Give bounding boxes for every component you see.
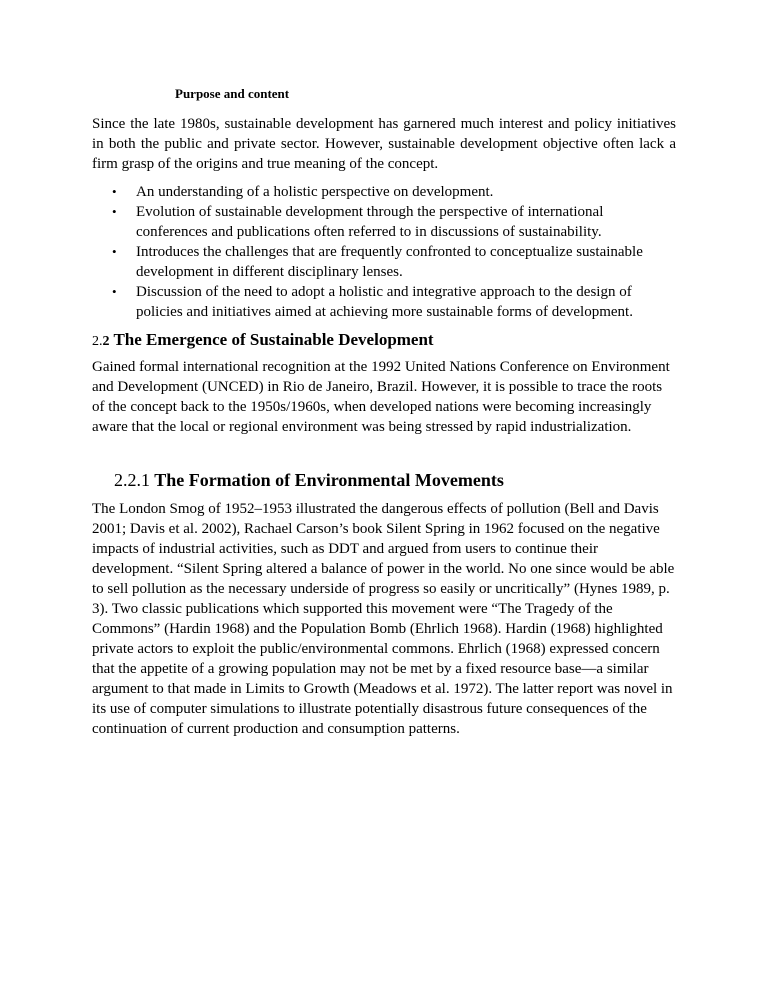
list-item-text: Introduces the challenges that are frequently confronted to conceptualize sustainable development in different disciplinary lenses. bbox=[136, 244, 643, 280]
section-heading-2-2-1 bbox=[114, 470, 504, 491]
movements-paragraph: The London Smog of 1952–1953 illustrated the dangerous effects of pollution (Bell and Davis 2001; Davis et al. 2002), Rachael Carson’s book Silent Spring in 1962 focused on the negative impacts of industrial activities, such as DDT and argued from users to continue their development. “Silent Spring altered a balance of power in the world. No one since would be able to sell pollution as the necessary underside of progress so easily or uncritically” (Hynes 1989, p. 3). Two classic publications which supported this movement were “The Tragedy of the Commons” (Hardin 1968) and the Population Bomb (Ehrlich 1968). Hardin (1968) highlighted private actors to exploit the public/environmental commons. Ehrlich (1968) expressed concern that the appetite of a growing population may not be met by a fixed resource base—a similar argument to that made in Limits to Growth (Meadows et al. 1972). The latter report was novel in its use of computer simulations to illustrate potentially disastrous future consequences of the continuation of current production and consumption patterns. bbox=[92, 501, 675, 737]
list-item-text: An understanding of a holistic perspective on development. bbox=[136, 184, 494, 200]
subsection-number: 2.2.1 bbox=[114, 470, 150, 490]
list-item-text: Evolution of sustainable development through the perspective of international conferences and publications often referred to in discussions of sustainability. bbox=[136, 204, 604, 240]
subsection-title: The Formation of Environmental Movements bbox=[154, 470, 504, 490]
section-title: The Emergence of Sustainable Development bbox=[113, 330, 434, 349]
section-number bbox=[92, 334, 110, 349]
section-number-prefix: 2. bbox=[92, 334, 103, 349]
emergence-paragraph: Gained formal international recognition at the 1992 United Nations Conference on Environment and Development (UNCED) in Rio de Janeiro, Brazil. However, it is possible to trace the roots of the concept back to the 1950s/1960s, when developed nations were becoming increasingly aware that the local or regional environment was being stressed by rapid industrialization. bbox=[92, 359, 670, 435]
bullet-icon: • bbox=[112, 244, 117, 259]
list-item bbox=[92, 282, 676, 322]
intro-paragraph: Since the late 1980s, sustainable development has garnered much interest and policy initiatives in both the public and private sector. However, sustainable development objective often lack a firm grasp of the origins and true meaning of the concept. bbox=[92, 116, 676, 172]
section-heading-2-2 bbox=[92, 330, 434, 350]
objectives-list bbox=[92, 182, 676, 322]
bullet-icon: • bbox=[112, 204, 117, 219]
list-item-text: Discussion of the need to adopt a holistic and integrative approach to the design of policies and initiatives aimed at achieving more sustainable forms of development. bbox=[136, 284, 633, 320]
list-item bbox=[92, 202, 676, 242]
bullet-icon: • bbox=[112, 284, 117, 299]
bullet-icon: • bbox=[112, 184, 117, 199]
list-item bbox=[92, 182, 676, 202]
section-number-suffix: 2 bbox=[102, 334, 110, 349]
purpose-heading: Purpose and content bbox=[175, 86, 290, 101]
list-item bbox=[92, 242, 676, 282]
